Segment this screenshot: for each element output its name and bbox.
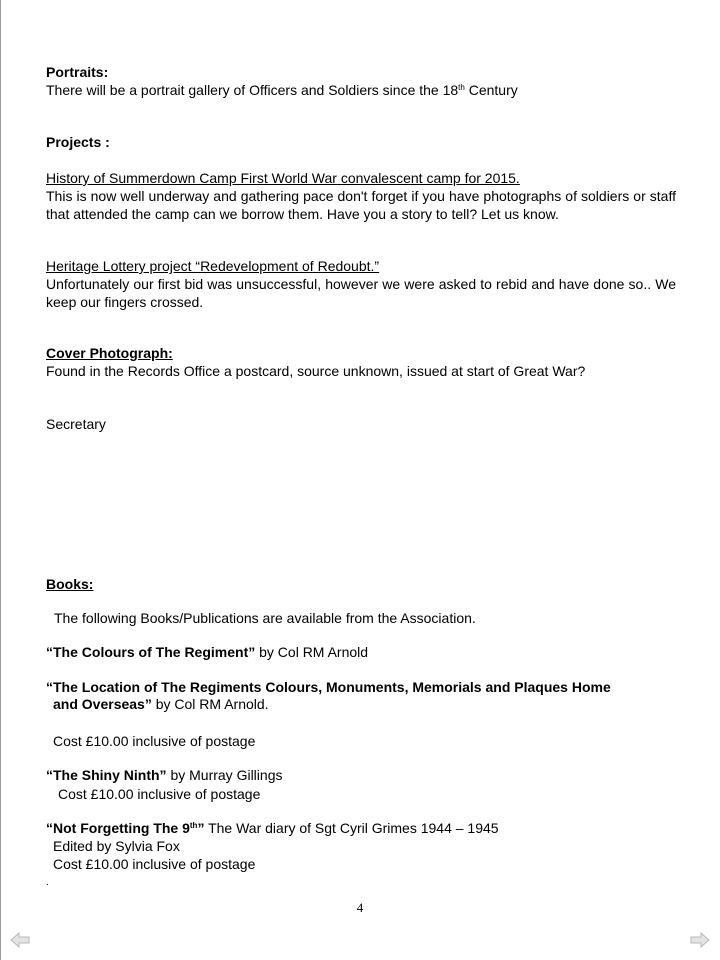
book-title (46, 820, 204, 836)
book-author: by Col RM Arnold (255, 644, 369, 660)
left-arrow-icon[interactable] (10, 932, 30, 948)
book-title: “The Colours of The Regiment” (46, 644, 256, 660)
book-cost: Cost £10.00 inclusive of postage (53, 733, 256, 749)
right-arrow-icon[interactable] (690, 932, 710, 948)
book-author: by Murray Gillings (166, 767, 283, 783)
portraits-text-main: There will be a portrait gallery of Officers and Soldiers since the 18 (46, 82, 459, 98)
portraits-heading: Portraits: (46, 64, 109, 80)
portraits-superscript: th (458, 83, 465, 92)
portraits-text-end: Century (464, 82, 518, 98)
summerdown-title: History of Summerdown Camp First World War convalescent camp for 2015. (46, 170, 520, 186)
heritage-title: Heritage Lottery project “Redevelopment of Redoubt.” (46, 258, 380, 274)
page-edge (0, 0, 1, 960)
book-item (46, 767, 282, 784)
book-subtitle: The War diary of Sgt Cyril Grimes 1944 – 1945 (204, 820, 499, 836)
projects-heading: Projects : (46, 134, 110, 150)
book-title-quote: ” (197, 820, 205, 836)
book-title-main: “Not Forgetting The 9 (46, 820, 190, 836)
page-number: 4 (356, 900, 364, 915)
book-cost: Cost £10.00 inclusive of postage (53, 856, 256, 872)
book-item (46, 644, 368, 661)
cover-photograph-text: Found in the Records Office a postcard, source unknown, issued at start of Great War? (46, 363, 586, 379)
trailing-dot: . (46, 877, 49, 888)
book-cost: Cost £10.00 inclusive of postage (58, 786, 261, 802)
book-title: “The Location of The Regiments Colours, Monuments, Memorials and Plaques Home (46, 679, 611, 695)
books-intro: The following Books/Publications are available from the Association. (54, 610, 476, 626)
portraits-text (46, 82, 518, 99)
signature: Secretary (46, 416, 106, 432)
book-item (46, 820, 499, 837)
book-title-superscript: th (189, 821, 198, 830)
book-title-continued: and Overseas” (53, 696, 152, 712)
book-item (53, 696, 269, 713)
summerdown-body: This is now well underway and gathering pace don't forget if you have photographs of soldiers or staff that attended the camp can we borrow them. Have you a story to tell? Let us know. (46, 188, 676, 222)
books-heading: Books: (46, 576, 94, 592)
book-editor: Edited by Sylvia Fox (53, 838, 180, 854)
book-author: by Col RM Arnold. (151, 696, 269, 712)
book-title: “The Shiny Ninth” (46, 767, 167, 783)
cover-photograph-heading: Cover Photograph: (46, 345, 173, 361)
heritage-body: Unfortunately our first bid was unsuccessful, however we were asked to rebid and have done so.. We keep our fingers crossed. (46, 276, 676, 310)
